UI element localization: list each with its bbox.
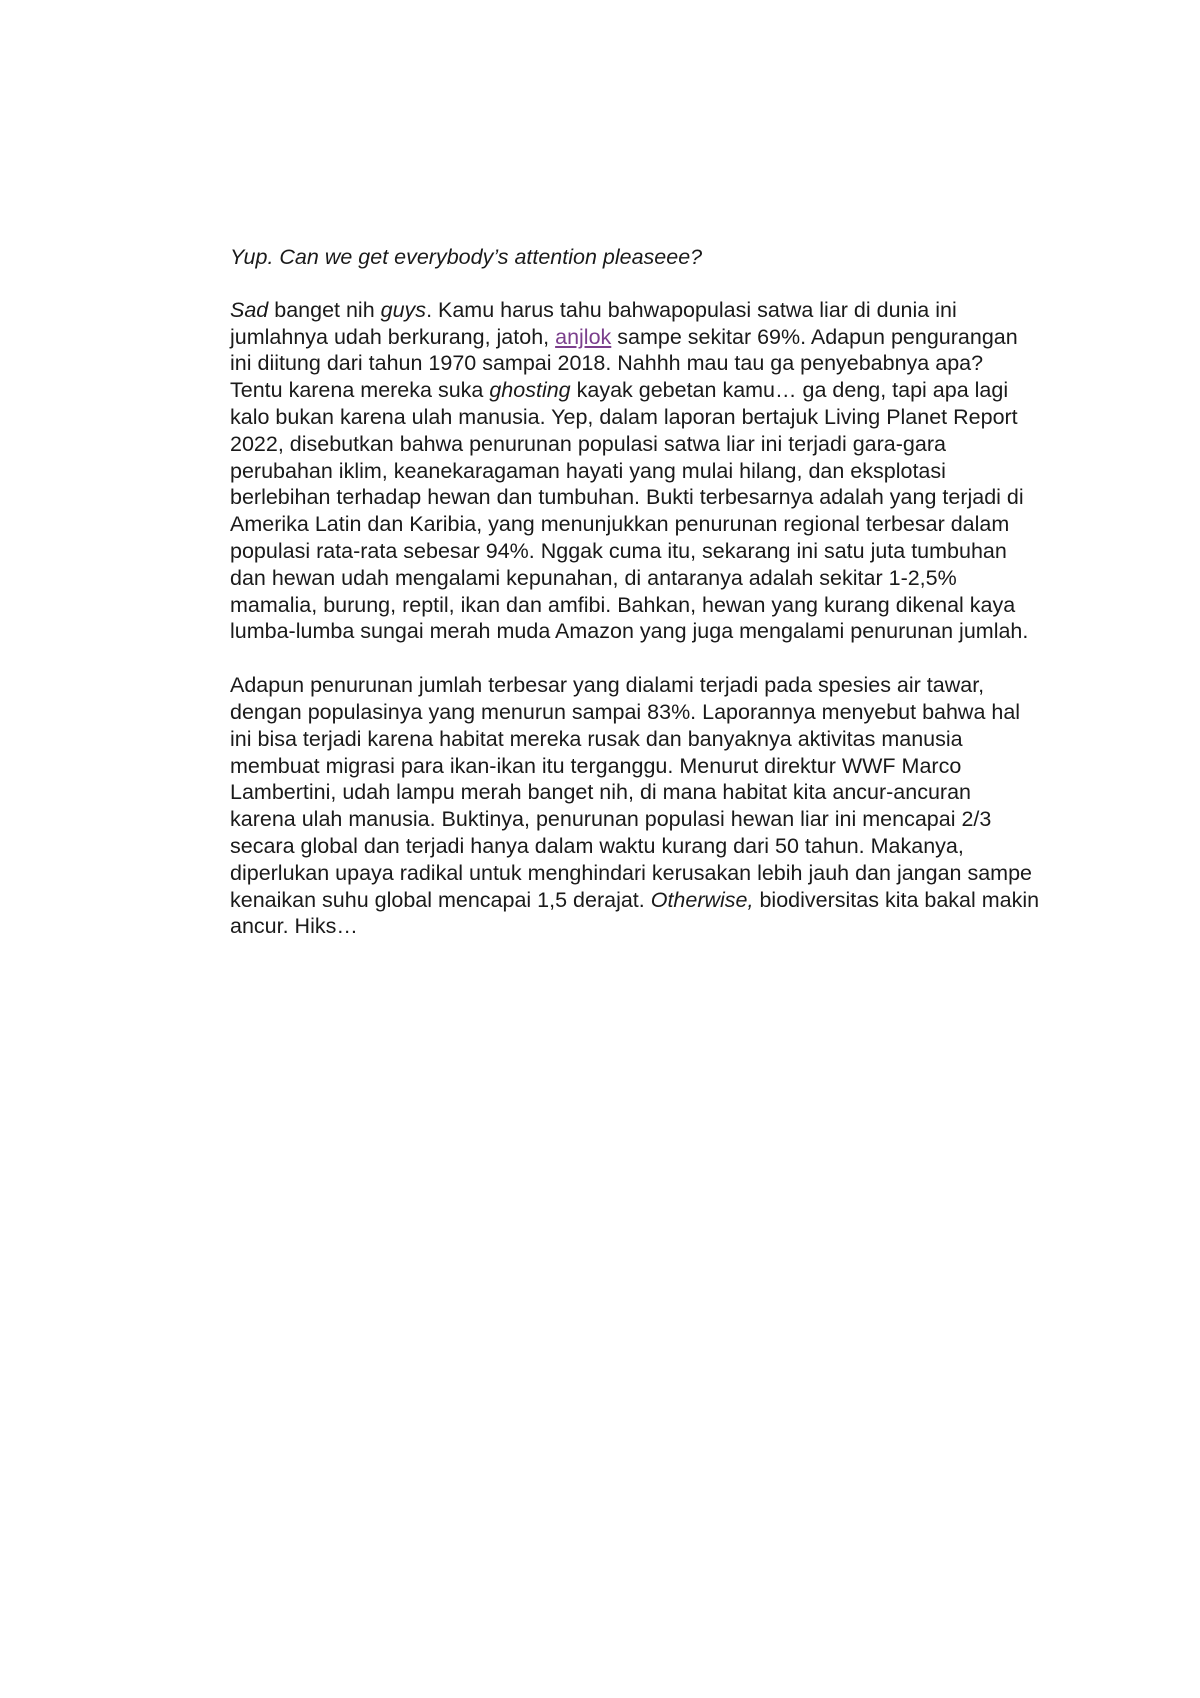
document-body	[230, 244, 1040, 967]
paragraph-2-text-a: Adapun penurunan jumlah terbesar yang dialami terjadi pada spesies air tawar, dengan populasinya yang menurun sampai 83%. Laporannya menyebut bahwa hal ini bisa terjadi karena habitat mereka rusak dan banyaknya aktivitas manusia membuat migrasi para ikan-ikan itu terganggu. Menurut direktur WWF Marco Lambertini, udah lampu merah banget nih, di mana habitat kita ancur-ancuran karena ulah manusia. Buktinya, penurunan populasi hewan liar ini mencapai 2/3 secara global dan terjadi hanya dalam waktu kurang dari 50 tahun. Makanya, diperlukan upaya radikal untuk menghindari kerusakan lebih jauh dan jangan sampe kenaikan suhu global mencapai 1,5 derajat.	[230, 673, 1033, 912]
italic-word-ghosting: ghosting	[489, 378, 571, 403]
paragraph-1-text-a: banget nih	[268, 297, 381, 322]
opening-line: Yup. Can we get everybody’s attention pleaseee?	[230, 245, 703, 269]
anjlok-link[interactable]: anjlok	[555, 324, 612, 349]
paragraph-2	[230, 672, 1040, 940]
paragraph-1	[230, 297, 1040, 645]
paragraph-1-text-d: kayak gebetan kamu… ga deng, tapi apa lagi kalo bukan karena ulah manusia. Yep, dalam laporan bertajuk Living Planet Report 2022, disebutkan bahwa penurunan populasi satwa liar ini terjadi gara-gara perubahan iklim, keanekaragaman hayati yang mulai hilang, dan eksplotasi berlebihan terhadap hewan dan tumbuhan. Bukti terbesarnya adalah yang terjadi di Amerika Latin dan Karibia, yang menunjukkan penurunan regional terbesar dalam populasi rata-rata sebesar 94%. Nggak cuma itu, sekarang ini satu juta tumbuhan dan hewan udah mengalami kepunahan, di antaranya adalah sekitar 1-2,5% mamalia, burung, reptil, ikan dan amfibi. Bahkan, hewan yang kurang dikenal kaya lumba-lumba sungai merah muda Amazon yang juga mengalami penurunan jumlah.	[230, 378, 1029, 644]
paragraph-1-text-b: . Kamu harus tahu bahwapopulasi satwa liar di dunia ini jumlahnya udah berkurang, jatoh,	[230, 297, 957, 349]
italic-word-sad: Sad	[230, 297, 269, 322]
paragraph-2-text-b: biodiversitas kita bakal makin ancur. Hiks…	[230, 887, 1040, 939]
italic-word-otherwise: Otherwise,	[650, 887, 754, 912]
paragraph-1-text-c: sampe sekitar 69%. Adapun pengurangan ini diitung dari tahun 1970 sampai 2018. Nahhh mau tau ga penyebabnya apa? Tentu karena mereka suka	[230, 324, 1018, 403]
italic-word-guys: guys	[380, 297, 427, 322]
